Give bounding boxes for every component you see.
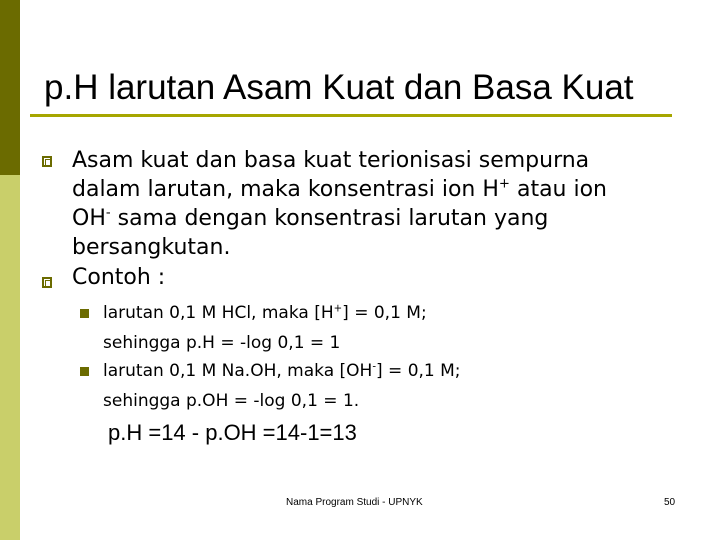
side-bar-dark [0,0,20,175]
sub-bullet-icon [80,367,89,376]
example-2-line-2: sehingga p.OH = -log 0,1 = 1. [103,391,360,411]
bullet-icon [42,277,52,288]
ph-formula: p.H =14 - p.OH =14-1=13 [108,420,357,445]
example-2-line-1: larutan 0,1 M Na.OH, maka [OH-] = 0,1 M; [103,361,461,381]
side-bar-light [0,175,20,540]
footer-program: Nama Program Studi - UPNYK [286,497,423,508]
example-1 [103,298,427,358]
bullet-1-line-1: Asam kuat dan basa kuat terionisasi sempurna [72,148,590,173]
bullet-1-text [72,146,607,262]
page-number: 50 [664,497,676,508]
example-1-line-1: larutan 0,1 M HCl, maka [H+] = 0,1 M; [103,303,427,323]
sub-bullet-icon [80,309,89,318]
bullet-1-line-3: OH- sama dengan konsentrasi larutan yang [72,205,549,231]
bullet-icon [42,156,52,167]
example-1-line-2: sehingga p.H = -log 0,1 = 1 [103,333,341,353]
title-underline [30,114,672,117]
bullet-2-text: Contoh : [72,265,166,290]
bullet-1-line-4: bersangkutan. [72,235,231,260]
slide-title: p.H larutan Asam Kuat dan Basa Kuat [44,68,634,107]
bullet-1-line-2: dalam larutan, maka konsentrasi ion H+ atau ion [72,176,608,202]
example-2 [103,356,461,416]
